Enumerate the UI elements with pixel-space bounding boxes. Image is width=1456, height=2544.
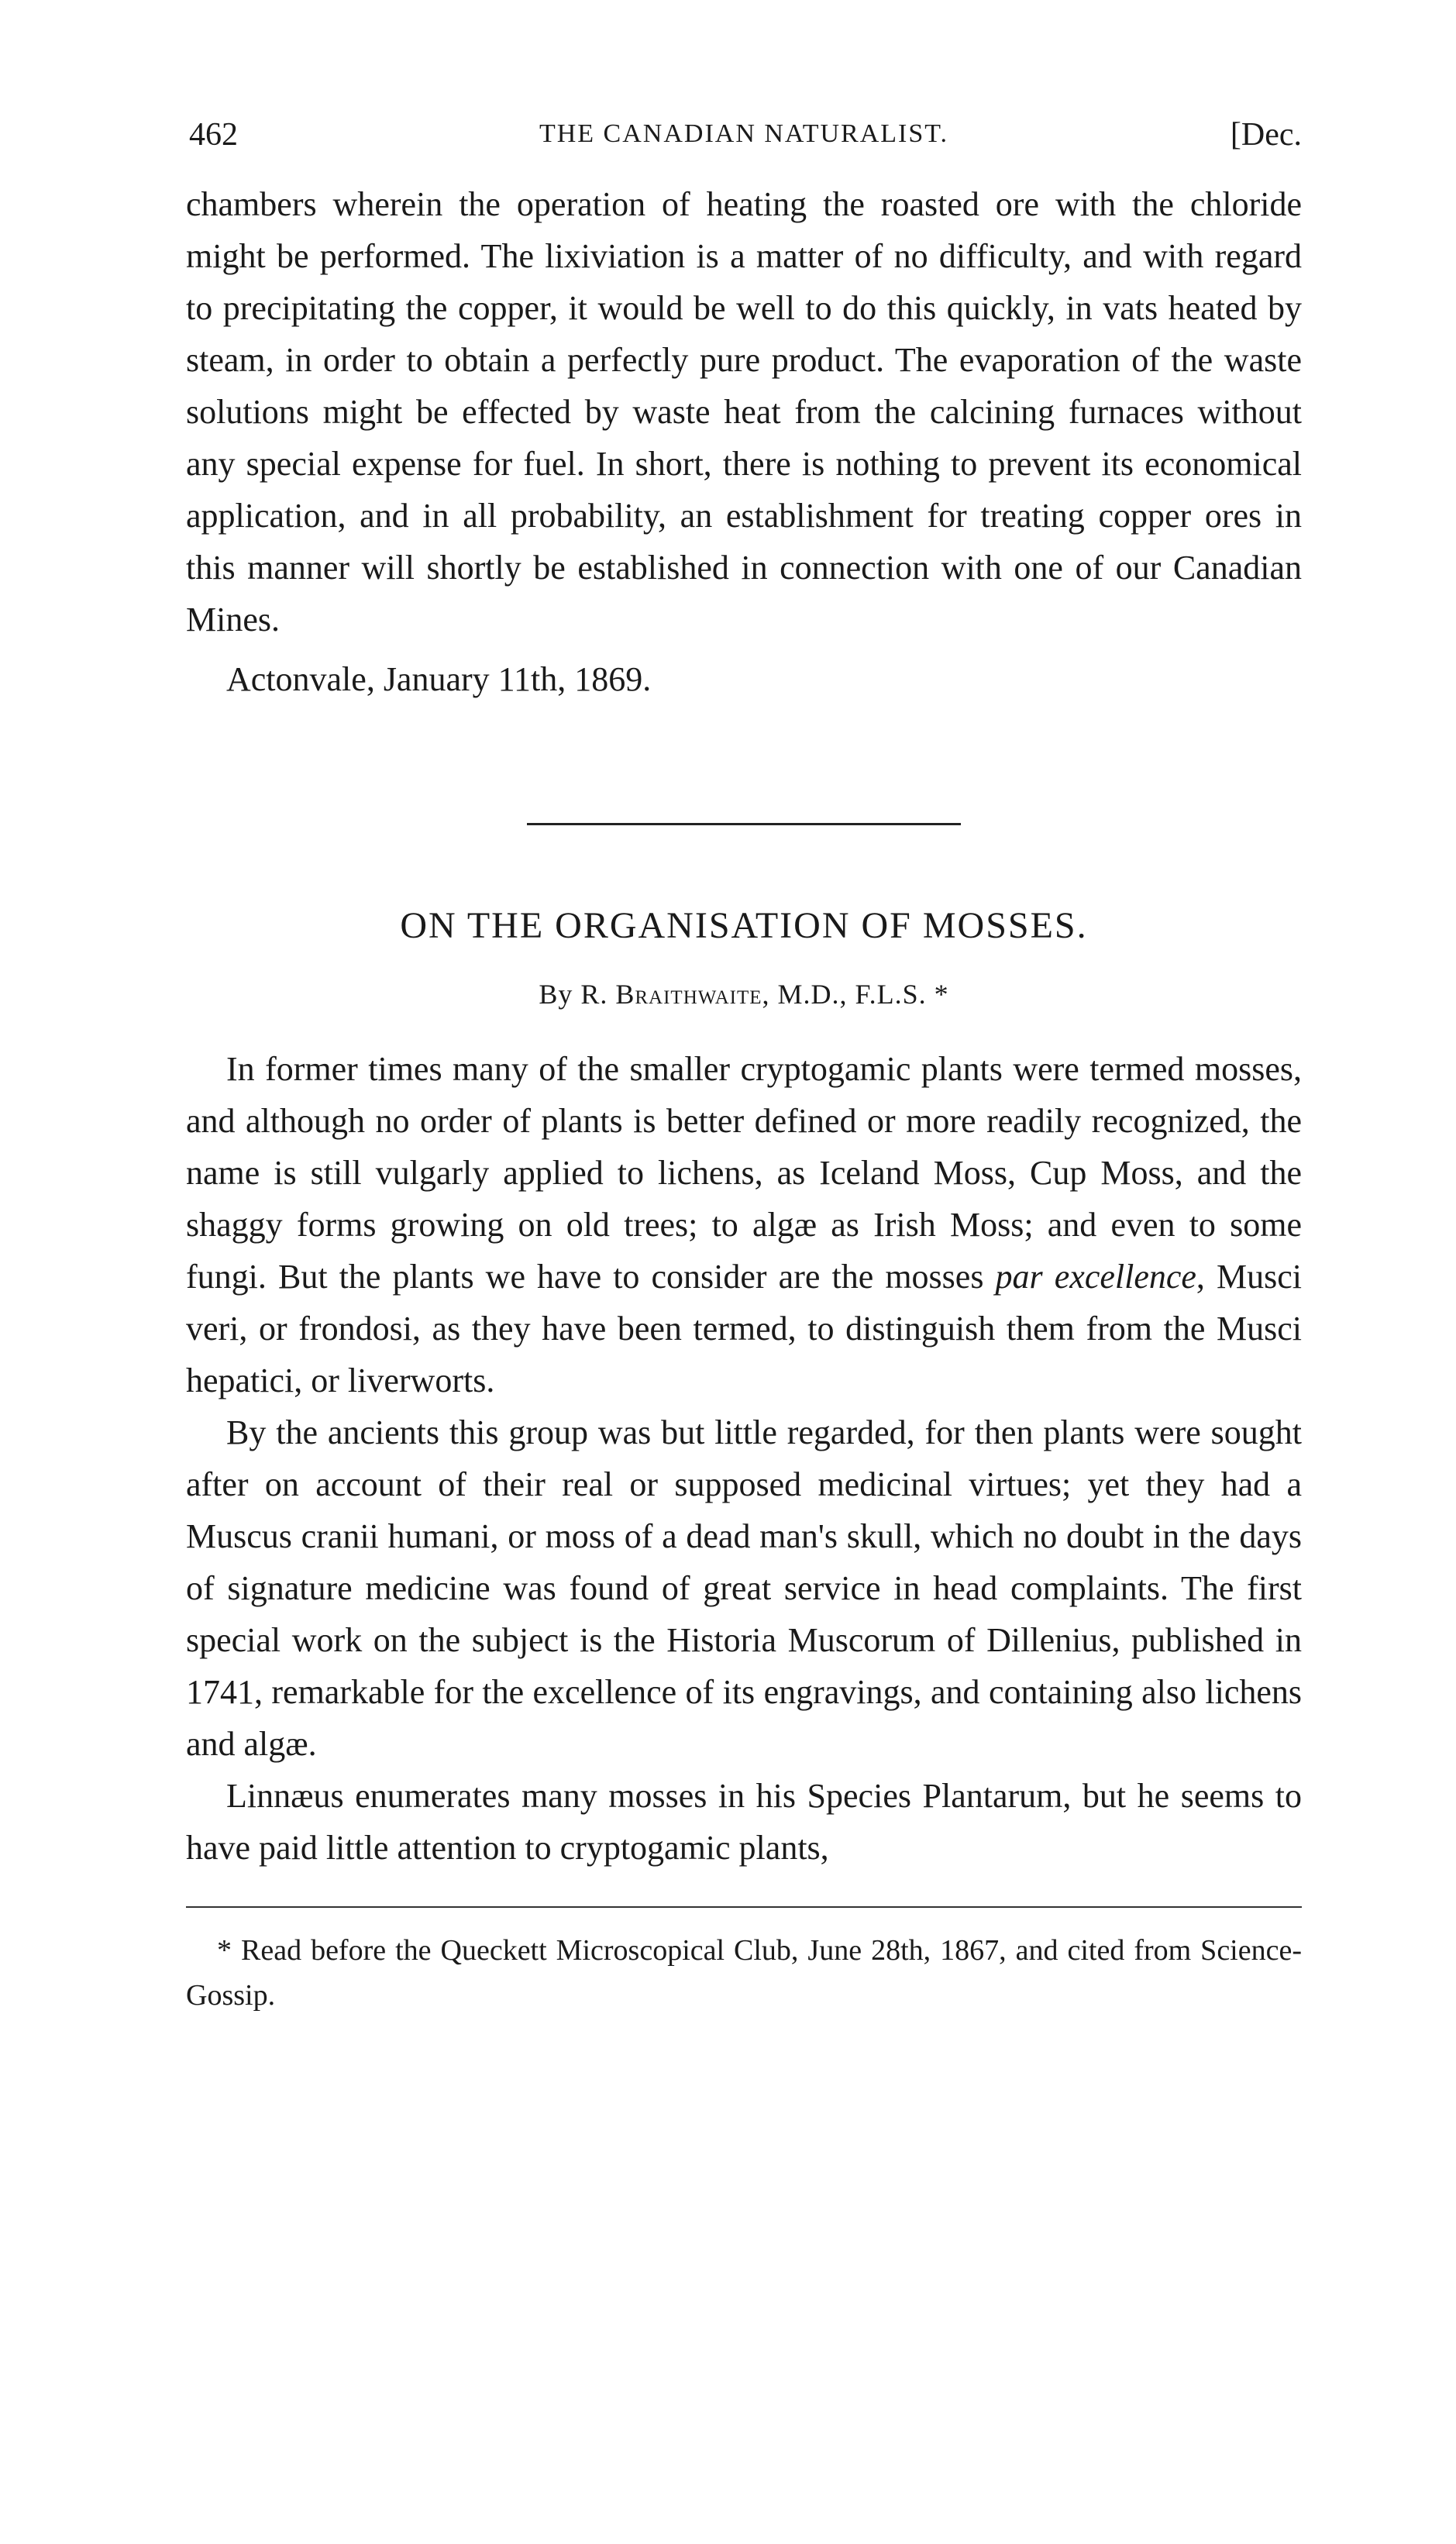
article-title: ON THE ORGANISATION OF MOSSES. [400, 905, 1088, 946]
journal-title: THE CANADIAN NATURALIST. [539, 119, 949, 148]
p1-italic-phrase: par excellence [995, 1258, 1196, 1296]
p1-text-before: In former times many of the smaller cryptogamic plants were termed mosses, and although no order of plants is better defined or more readily recognized, the name is still vulgarly applied to lichens, as Iceland Moss, Cup Moss, and the shaggy forms growing on old trees; to algæ as Irish Moss; and even to some fungi. But the plants we have to consider are the mosses [186, 1050, 1302, 1296]
byline-prefix: By [539, 979, 573, 1010]
continuation-paragraph: chambers wherein the operation of heating the roasted ore with the chloride might be performed. The lixiviation is a matter of no difficulty, and with regard to precipitating the copper, it would be well to do this quickly, in vats heated by steam, in order to obtain a perfectly pure product. The evaporation of the waste solutions might be effected by waste heat from the calcining furnaces without any special expense for fuel. In short, there is nothing to prevent its economical application, and in all probability, an establishment for treating copper ores in this manner will shortly be established in connection with one of our Canadian Mines. [186, 185, 1302, 639]
page [186, 116, 1302, 2018]
page-number: 462 [189, 117, 238, 153]
section-divider [527, 823, 961, 825]
signoff-dateline: Actonvale, January 11th, 1869. [226, 660, 652, 698]
footnote: * Read before the Queckett Microscopical Club, June 28th, 1867, and cited from Science-Gossip. [186, 1934, 1302, 2012]
article-paragraph-1 [186, 1043, 1302, 1406]
article-paragraph-3: Linnæus enumerates many mosses in his Species Plantarum, but he seems to have paid little attention to cryptogamic plants, [186, 1777, 1302, 1867]
footnote-rule [186, 1906, 1302, 1908]
byline-author: R. Braithwaite, M.D., F.L.S. [580, 979, 927, 1010]
p1-text-after: , Musci veri, or frondosi, as they have been termed, to distinguish them from the Musci hepatici, or liverworts. [186, 1258, 1303, 1399]
header-month: [Dec. [1230, 117, 1302, 153]
article-paragraph-2: By the ancients this group was but little regarded, for then plants were sought after on account of their real or supposed medicinal virtues; yet they had a Muscus cranii humani, or moss of a dead man's skull, which no doubt in the days of signature medicine was found of great service in head complaints. The first special work on the subject is the Historia Muscorum of Dillenius, published in 1741, remarkable for the excellence of its engravings, and containing also lichens and algæ. [186, 1413, 1302, 1763]
footnote-marker: * [934, 979, 949, 1010]
running-header [186, 116, 1302, 178]
byline [186, 978, 1302, 1010]
